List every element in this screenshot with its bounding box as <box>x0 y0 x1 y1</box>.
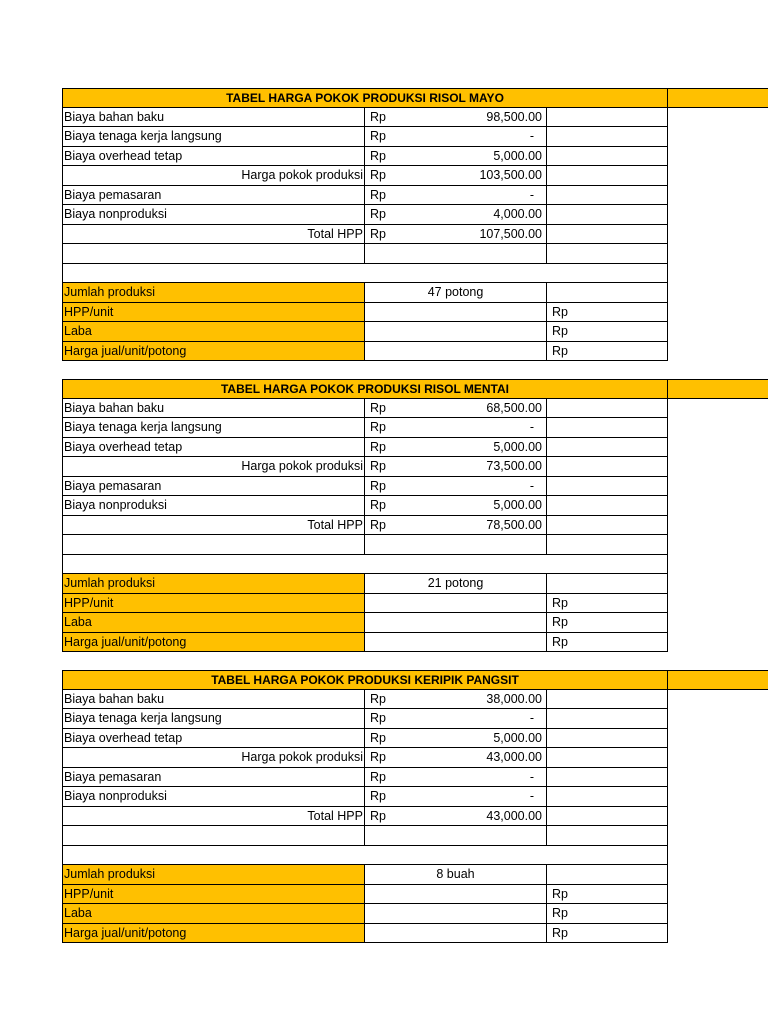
currency: Rp <box>370 129 386 143</box>
empty-cell[interactable] <box>547 399 668 419</box>
empty-cell[interactable] <box>547 690 668 710</box>
currency: Rp <box>370 226 386 241</box>
amount: - <box>529 187 534 202</box>
currency: Rp <box>370 711 386 725</box>
currency: Rp <box>552 343 568 358</box>
empty-cell[interactable] <box>365 633 547 653</box>
jumlah-label[interactable]: Jumlah produksi <box>62 865 365 885</box>
row-label[interactable]: Biaya pemasaran <box>62 477 365 497</box>
currency: Rp <box>370 498 386 512</box>
empty-cell[interactable] <box>547 748 668 768</box>
currency: Rp <box>370 789 386 803</box>
harga-label[interactable]: Harga jual/unit/potong <box>62 342 365 362</box>
amount: 5,000.00 <box>493 439 542 454</box>
empty-cell[interactable] <box>547 535 668 555</box>
hpp-label[interactable]: HPP/unit <box>62 885 365 905</box>
amount: 5,000.00 <box>493 148 542 163</box>
row-label[interactable]: Biaya bahan baku <box>62 108 365 128</box>
currency: Rp <box>552 324 568 338</box>
table-title: TABEL HARGA POKOK PRODUKSI KERIPIK PANGSIT <box>211 673 519 687</box>
empty-cell[interactable] <box>547 826 668 846</box>
empty-cell[interactable] <box>547 127 668 147</box>
row-label[interactable]: Total HPP <box>62 807 365 827</box>
amount: 107,500.00 <box>479 226 542 241</box>
jumlah-value[interactable]: 8 buah <box>365 865 547 885</box>
laba-label[interactable]: Laba <box>62 613 365 633</box>
currency: Rp <box>370 769 386 784</box>
currency: Rp <box>370 459 386 473</box>
empty-cell[interactable] <box>365 322 547 342</box>
row-label[interactable]: Biaya nonproduksi <box>62 205 365 225</box>
jumlah-label[interactable]: Jumlah produksi <box>62 574 365 594</box>
laba-label[interactable]: Laba <box>62 904 365 924</box>
empty-cell[interactable] <box>62 826 365 846</box>
table-title-bar <box>62 379 768 399</box>
currency: Rp <box>370 168 386 182</box>
currency: Rp <box>370 109 386 124</box>
amount: 73,500.00 <box>486 459 542 473</box>
currency: Rp <box>552 634 568 649</box>
row-label[interactable]: Biaya nonproduksi <box>62 496 365 516</box>
row-label[interactable]: Biaya pemasaran <box>62 186 365 206</box>
amount: 103,500.00 <box>479 168 542 182</box>
currency: Rp <box>552 595 568 610</box>
amount: - <box>529 711 534 725</box>
currency: Rp <box>370 420 386 434</box>
empty-cell[interactable] <box>547 225 668 245</box>
empty-cell[interactable] <box>547 807 668 827</box>
amount: 4,000.00 <box>493 207 542 221</box>
empty-cell[interactable] <box>547 496 668 516</box>
row-label[interactable]: Harga pokok produksi <box>62 748 365 768</box>
empty-cell[interactable] <box>547 516 668 536</box>
empty-cell[interactable] <box>547 205 668 225</box>
table-title-bar <box>62 88 768 108</box>
harga-label[interactable]: Harga jual/unit/potong <box>62 633 365 653</box>
amount: 5,000.00 <box>493 498 542 512</box>
amount: 5,000.00 <box>493 730 542 745</box>
jumlah-label[interactable]: Jumlah produksi <box>62 283 365 303</box>
amount: 78,500.00 <box>486 517 542 532</box>
row-label[interactable]: Biaya tenaga kerja langsung <box>62 709 365 729</box>
empty-cell[interactable] <box>547 574 668 594</box>
empty-cell[interactable] <box>547 108 668 128</box>
empty-cell[interactable] <box>547 147 668 167</box>
row-label[interactable]: Biaya bahan baku <box>62 690 365 710</box>
currency: Rp <box>370 439 386 454</box>
currency: Rp <box>552 304 568 319</box>
row-label[interactable]: Biaya bahan baku <box>62 399 365 419</box>
empty-cell[interactable] <box>365 594 547 614</box>
empty-cell[interactable] <box>365 244 547 264</box>
row-label[interactable]: Biaya overhead tetap <box>62 147 365 167</box>
empty-cell[interactable] <box>547 457 668 477</box>
amount: - <box>529 129 534 143</box>
table-title-bar <box>62 670 768 690</box>
empty-cell[interactable] <box>547 418 668 438</box>
empty-cell[interactable] <box>547 283 668 303</box>
currency: Rp <box>370 400 386 415</box>
amount: - <box>529 789 534 803</box>
currency: Rp <box>552 886 568 901</box>
row-label[interactable]: Biaya pemasaran <box>62 768 365 788</box>
table-title: TABEL HARGA POKOK PRODUKSI RISOL MENTAI <box>220 382 509 396</box>
jumlah-value[interactable]: 47 potong <box>365 283 547 303</box>
row-label[interactable]: Biaya nonproduksi <box>62 787 365 807</box>
empty-cell[interactable] <box>547 729 668 749</box>
row-label[interactable]: Harga pokok produksi <box>62 457 365 477</box>
empty-cell[interactable] <box>547 438 668 458</box>
amount: 38,000.00 <box>486 691 542 706</box>
empty-cell[interactable] <box>365 826 547 846</box>
currency: Rp <box>370 730 386 745</box>
empty-cell[interactable] <box>365 303 547 323</box>
empty-cell[interactable] <box>62 244 365 264</box>
currency: Rp <box>370 750 386 764</box>
amount: - <box>529 478 534 493</box>
empty-cell[interactable] <box>547 244 668 264</box>
currency: Rp <box>552 906 568 920</box>
amount: - <box>529 769 534 784</box>
empty-cell[interactable] <box>62 264 668 284</box>
row-label[interactable]: Total HPP <box>62 225 365 245</box>
empty-cell[interactable] <box>365 535 547 555</box>
currency: Rp <box>370 691 386 706</box>
empty-cell[interactable] <box>365 613 547 633</box>
empty-cell[interactable] <box>365 924 547 944</box>
empty-cell[interactable] <box>547 166 668 186</box>
harga-label[interactable]: Harga jual/unit/potong <box>62 924 365 944</box>
empty-cell[interactable] <box>62 535 365 555</box>
empty-cell[interactable] <box>365 885 547 905</box>
laba-label[interactable]: Laba <box>62 322 365 342</box>
row-label[interactable]: Biaya tenaga kerja langsung <box>62 418 365 438</box>
empty-cell[interactable] <box>547 865 668 885</box>
amount: 98,500.00 <box>486 109 542 124</box>
currency: Rp <box>552 615 568 629</box>
amount: 43,000.00 <box>486 808 542 823</box>
jumlah-value[interactable]: 21 potong <box>365 574 547 594</box>
amount: 43,000.00 <box>486 750 542 764</box>
empty-cell[interactable] <box>547 477 668 497</box>
row-label[interactable]: Total HPP <box>62 516 365 536</box>
currency: Rp <box>370 187 386 202</box>
empty-cell[interactable] <box>365 342 547 362</box>
amount: - <box>529 420 534 434</box>
hpp-label[interactable]: HPP/unit <box>62 594 365 614</box>
row-label[interactable]: Biaya tenaga kerja langsung <box>62 127 365 147</box>
row-label[interactable]: Biaya overhead tetap <box>62 438 365 458</box>
empty-cell[interactable] <box>547 186 668 206</box>
currency: Rp <box>370 148 386 163</box>
empty-cell[interactable] <box>547 709 668 729</box>
hpp-label[interactable]: HPP/unit <box>62 303 365 323</box>
currency: Rp <box>370 517 386 532</box>
currency: Rp <box>552 925 568 940</box>
empty-cell[interactable] <box>365 904 547 924</box>
amount: 68,500.00 <box>486 400 542 415</box>
row-label[interactable]: Biaya overhead tetap <box>62 729 365 749</box>
row-label[interactable]: Harga pokok produksi <box>62 166 365 186</box>
empty-cell[interactable] <box>62 846 668 866</box>
currency: Rp <box>370 207 386 221</box>
table-title: TABEL HARGA POKOK PRODUKSI RISOL MAYO <box>226 91 504 105</box>
empty-cell[interactable] <box>62 555 668 575</box>
empty-cell[interactable] <box>547 787 668 807</box>
empty-cell[interactable] <box>547 768 668 788</box>
currency: Rp <box>370 478 386 493</box>
currency: Rp <box>370 808 386 823</box>
